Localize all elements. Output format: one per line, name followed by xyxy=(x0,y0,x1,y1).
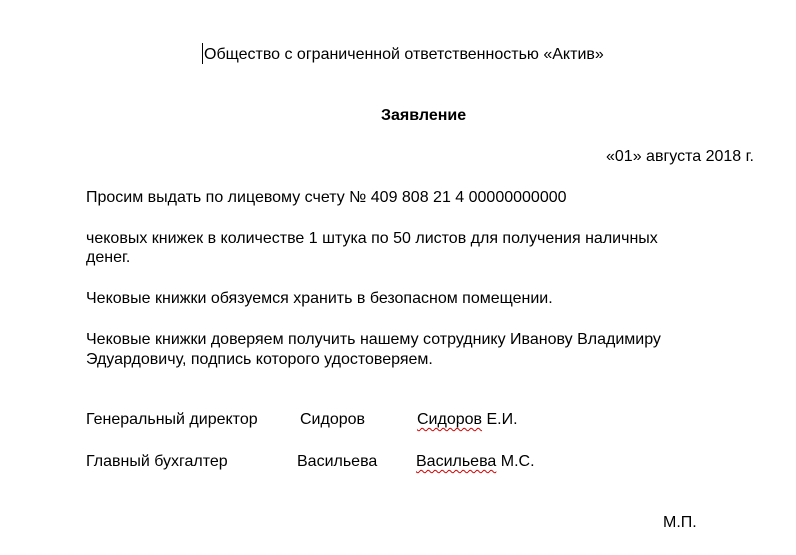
organization-name: Общество с ограниченной ответственностью «Актив» xyxy=(204,46,604,63)
accountant-initials: М.С. xyxy=(500,453,535,470)
director-name xyxy=(417,410,518,429)
director-signature: Сидоров xyxy=(300,411,366,428)
document-date: «01» августа 2018 г. xyxy=(606,148,754,165)
director-position: Генеральный директор xyxy=(86,411,258,428)
director-initials: Е.И. xyxy=(486,411,518,428)
storage-paragraph: Чековые книжки обязуемся хранить в безопасном помещении. xyxy=(86,290,553,307)
checkbooks-line-2: денег. xyxy=(86,249,131,266)
trust-line-2: Эдуардовичу, подпись которого удостоверяем. xyxy=(86,351,433,368)
accountant-surname: Васильева xyxy=(416,453,497,470)
trust-line-1: Чековые книжки доверяем получить нашему сотруднику Иванову Владимиру xyxy=(86,331,661,348)
document-title: Заявление xyxy=(381,107,467,124)
accountant-position: Главный бухгалтер xyxy=(86,453,228,470)
accountant-name xyxy=(416,452,535,471)
stamp-place: М.П. xyxy=(663,514,697,531)
director-surname: Сидоров xyxy=(417,411,483,428)
accountant-signature: Васильева xyxy=(297,453,378,470)
request-line: Просим выдать по лицевому счету № 409 808 21 4 00000000000 xyxy=(86,189,567,206)
checkbooks-line-1: чековых книжек в количестве 1 штука по 50 листов для получения наличных xyxy=(86,230,658,247)
text-cursor xyxy=(202,43,203,64)
